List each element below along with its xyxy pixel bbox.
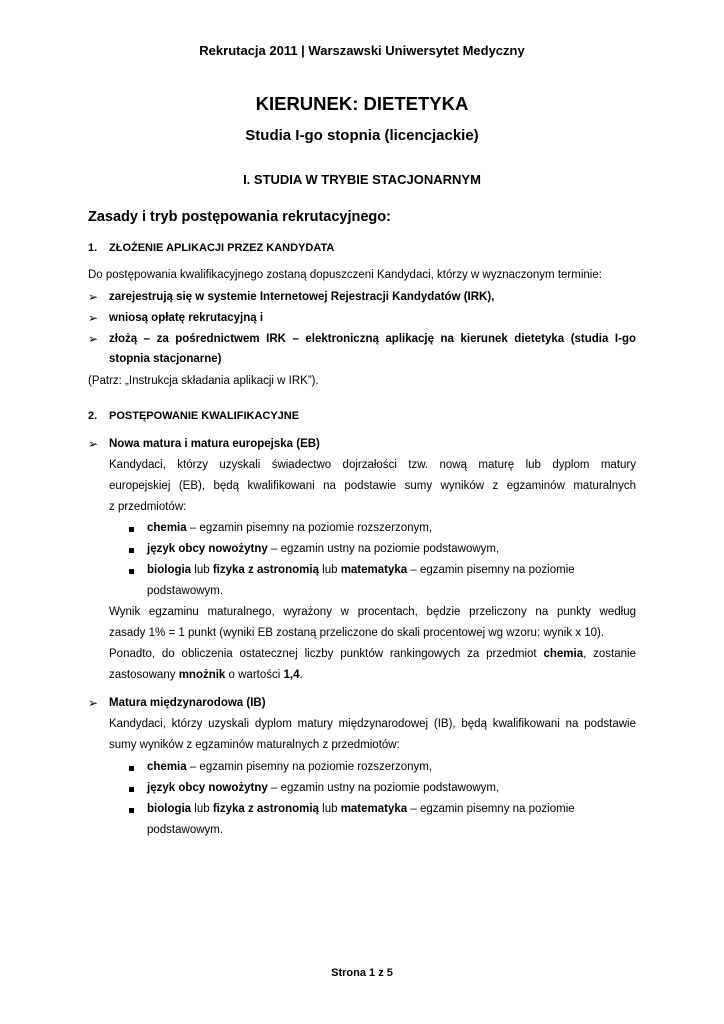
requirement-item-continued: stopnia stacjonarne)	[109, 353, 222, 365]
ib-subject-biology: biologia lub fizyka z astronomią lub matematyka – egzamin pisemny na poziomie	[147, 803, 575, 815]
page-footer: Strona 1 z 5	[331, 967, 393, 979]
section-1-heading: ZŁOŻENIE APLIKACJI PRZEZ KANDYDATA	[109, 242, 335, 254]
arrow-bullet-icon: ➢	[88, 437, 99, 451]
eb-conversion-line: zasady 1% = 1 punkt (wyniki EB zostaną przeliczone do skali procentowej wg wzoru: wynik x 10).	[109, 627, 605, 639]
arrow-bullet-icon: ➢	[88, 332, 99, 346]
square-bullet-icon	[129, 787, 134, 792]
eb-multiplier-line: Ponadto, do obliczenia ostatecznej liczby punktów rankingowych za przedmiot chemia, zostanie	[109, 648, 636, 660]
requirement-item: wniosą opłatę rekrutacyjną i	[109, 312, 264, 324]
section-1-number: 1.	[88, 242, 98, 254]
page-title: KIERUNEK: DIETETYKA	[255, 93, 469, 114]
ib-title: Matura międzynarodowa (IB)	[109, 697, 266, 709]
eb-subject-biology: biologia lub fizyka z astronomią lub matematyka – egzamin pisemny na poziomie	[147, 564, 575, 576]
eb-paragraph-line: Kandydaci, którzy uzyskali świadectwo dojrzałości tzw. nową maturę lub dyplom matury	[109, 459, 636, 471]
eb-subject-language: język obcy nowożytny – egzamin ustny na poziomie podstawowym,	[147, 543, 500, 555]
ib-subject-chemia: chemia – egzamin pisemny na poziomie rozszerzonym,	[147, 761, 433, 773]
eb-paragraph-line: z przedmiotów:	[109, 501, 187, 513]
square-bullet-icon	[129, 527, 134, 532]
requirement-item: zarejestrują się w systemie Internetowej Rejestracji Kandydatów (IRK),	[109, 291, 495, 303]
square-bullet-icon	[129, 808, 134, 813]
section-1-intro: Do postępowania kwalifikacyjnego zostaną dopuszczeni Kandydaci, którzy w wyznaczonym terminie:	[88, 269, 602, 281]
square-bullet-icon	[129, 766, 134, 771]
section-heading: I. STUDIA W TRYBIE STACJONARNYM	[243, 172, 481, 187]
arrow-bullet-icon: ➢	[88, 311, 99, 325]
ib-subject-language: język obcy nowożytny – egzamin ustny na poziomie podstawowym,	[147, 782, 500, 794]
square-bullet-icon	[129, 548, 134, 553]
rules-heading: Zasady i tryb postępowania rekrutacyjnego:	[88, 209, 391, 225]
eb-subject-biology-continued: podstawowym.	[147, 585, 224, 597]
eb-multiplier-value: zastosowany mnożnik o wartości 1,4.	[109, 669, 303, 681]
ib-subject-biology-continued: podstawowym.	[147, 824, 224, 836]
page-subtitle: Studia I-go stopnia (licencjackie)	[245, 127, 479, 144]
requirement-item: złożą – za pośrednictwem IRK – elektroniczną aplikację na kierunek dietetyka (studia I-go	[109, 333, 636, 345]
eb-title: Nowa matura i matura europejska (EB)	[109, 438, 320, 450]
eb-subject-chemia: chemia – egzamin pisemny na poziomie rozszerzonym,	[147, 522, 433, 534]
arrow-bullet-icon: ➢	[88, 696, 99, 710]
page-header: Rekrutacja 2011 | Warszawski Uniwersytet Medyczny	[199, 43, 525, 58]
arrow-bullet-icon: ➢	[88, 290, 99, 304]
eb-conversion-line: Wynik egzaminu maturalnego, wyrażony w procentach, będzie przeliczony na punkty według	[109, 606, 636, 618]
section-2-number: 2.	[88, 410, 98, 422]
square-bullet-icon	[129, 569, 134, 574]
eb-paragraph-line: europejskiej (EB), będą kwalifikowani na podstawie sumy wyników z egzaminów maturalnych	[109, 480, 636, 492]
ib-paragraph-line: sumy wyników z egzaminów maturalnych z przedmiotów:	[109, 739, 400, 751]
ib-paragraph-line: Kandydaci, którzy uzyskali dyplom matury międzynarodowej (IB), będą kwalifikowani na podstawie	[109, 718, 636, 730]
section-2-heading: POSTĘPOWANIE KWALIFIKACYJNE	[109, 410, 300, 422]
section-1-note: (Patrz: „Instrukcja składania aplikacji w IRK”).	[88, 375, 319, 387]
